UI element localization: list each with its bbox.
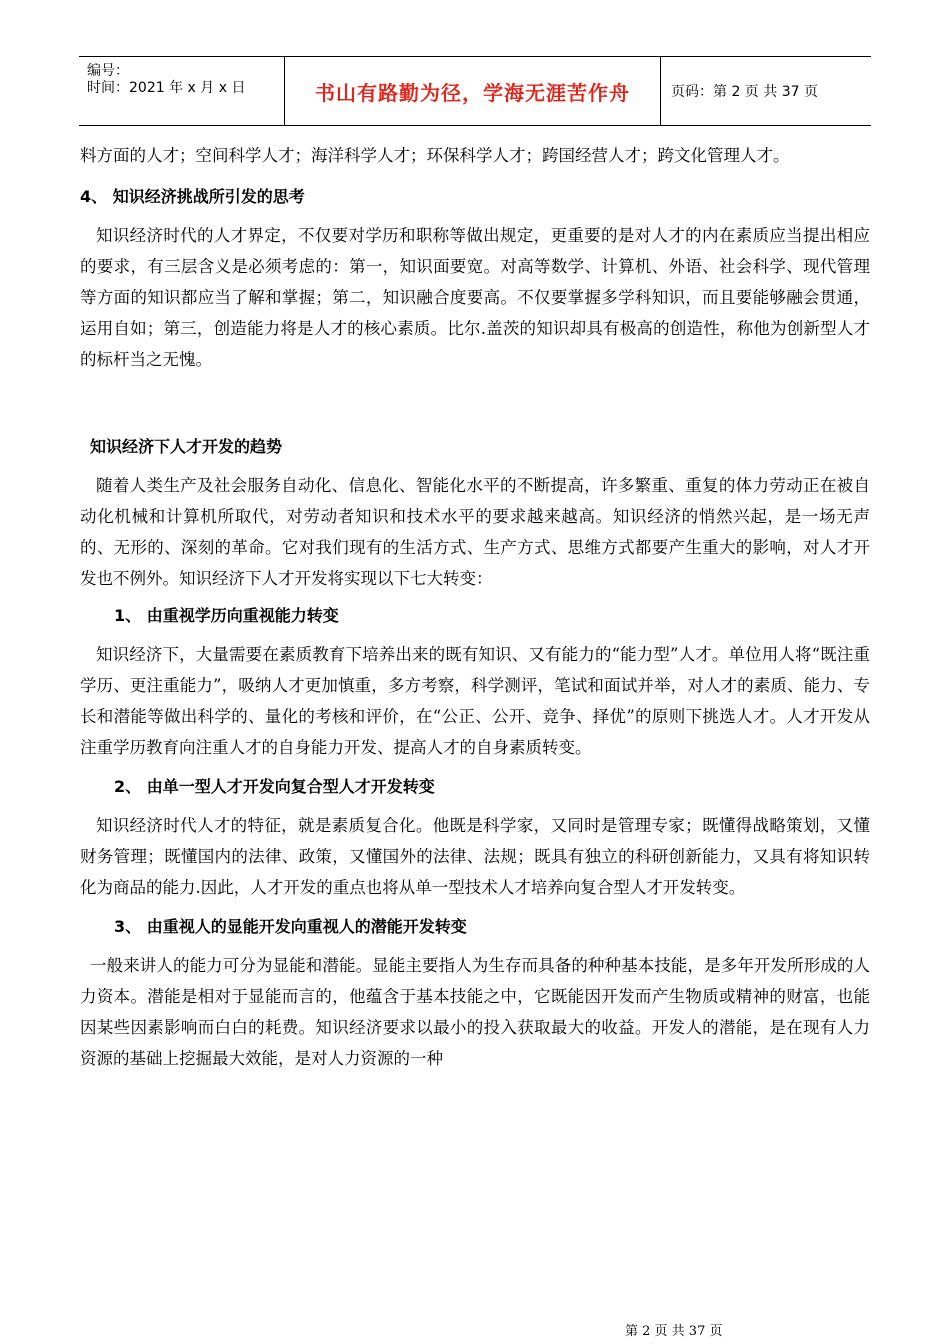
document-body <box>80 140 870 1074</box>
header-motto: 书山有路勤为径，学海无涯苦作舟 <box>285 57 661 125</box>
section-title: 知识经济下人才开发的趋势 <box>90 437 283 456</box>
paragraph-continuation: 料方面的人才；空间科学人才；海洋科学人才；环保科学人才；跨国经营人才；跨文化管理人才。 <box>80 146 790 165</box>
paragraph-ability: 知识经济下，大量需要在素质教育下培养出来的既有知识、又有能力的“能力型”人才。单位用人将“既注重学历、更注重能力”，吸纳人才更加慎重，多方考察，科学测评，笔试和面试并举，对人才的素质、能力、专长和潜能等做出科学的、量化的考核和评价，在“公正、公开、竞争、择优”的原则下挑选人才。人才开发从注重学历教育向注重人才的自身能力开发、提高人才的自身素质转变。 <box>80 645 870 757</box>
number-label: 编号： <box>87 63 129 79</box>
subheading-3: 3、 由重视人的显能开发向重视人的潜能开发转变 <box>114 917 467 936</box>
paragraph-potential: 一般来讲人的能力可分为显能和潜能。显能主要指人为生存而具备的种种基本技能，是多年开发所形成的人力资本。潜能是相对于显能而言的，他蕴含于基本技能之中，它既能因开发而产生物质或精神的财富，也能因某些因素影响而白白的耗费。知识经济要求以最小的投入获取最大的收益。开发人的潜能，是在现有人力资源的基础上挖掘最大效能，是对人力资源的一种 <box>80 956 870 1068</box>
time-label: 时间：2021 年 x 月 x 日 <box>87 80 246 96</box>
header-page-info: 页码：第 2 页 共 37 页 <box>671 84 818 100</box>
page-footer: 第 2 页 共 37 页 <box>625 1324 723 1339</box>
subheading-1: 1、 由重视学历向重视能力转变 <box>114 606 339 625</box>
heading-4: 4、 知识经济挑战所引发的思考 <box>80 187 305 206</box>
paragraph-trends: 随着人类生产及社会服务自动化、信息化、智能化水平的不断提高，许多繁重、重复的体力劳动正在被自动化机械和计算机所取代，对劳动者知识和技术水平的要求越来越高。知识经济的悄然兴起，是一场无声的、无形的、深刻的革命。它对我们现有的生活方式、生产方式、思维方式都要产生重大的影响，对人才开发也不例外。知识经济下人才开发将实现以下七大转变： <box>80 476 870 588</box>
paragraph-thinking: 知识经济时代的人才界定，不仅要对学历和职称等做出规定，更重要的是对人才的内在素质应当提出相应的要求，有三层含义是必须考虑的：第一，知识面要宽。对高等数学、计算机、外语、社会科学、现代管理等方面的知识都应当了解和掌握；第二，知识融合度要高。不仅要掌握多学科知识，而且要能够融会贯通，运用自如；第三，创造能力将是人才的核心素质。比尔.盖茨的知识却具有极高的创造性，称他为创新型人才的标杆当之无愧。 <box>80 226 870 369</box>
header-meta <box>79 57 285 125</box>
paragraph-composite: 知识经济时代人才的特征，就是素质复合化。他既是科学家，又同时是管理专家；既懂得战略策划，又懂财务管理；既懂国内的法律、政策，又懂国外的法律、法规；既具有独立的科研创新能力，又具有将知识转化为商品的能力.因此，人才开发的重点也将从单一型技术人才培养向复合型人才开发转变。 <box>80 816 870 897</box>
page-header <box>79 56 871 126</box>
subheading-2: 2、 由单一型人才开发向复合型人才开发转变 <box>114 777 435 796</box>
